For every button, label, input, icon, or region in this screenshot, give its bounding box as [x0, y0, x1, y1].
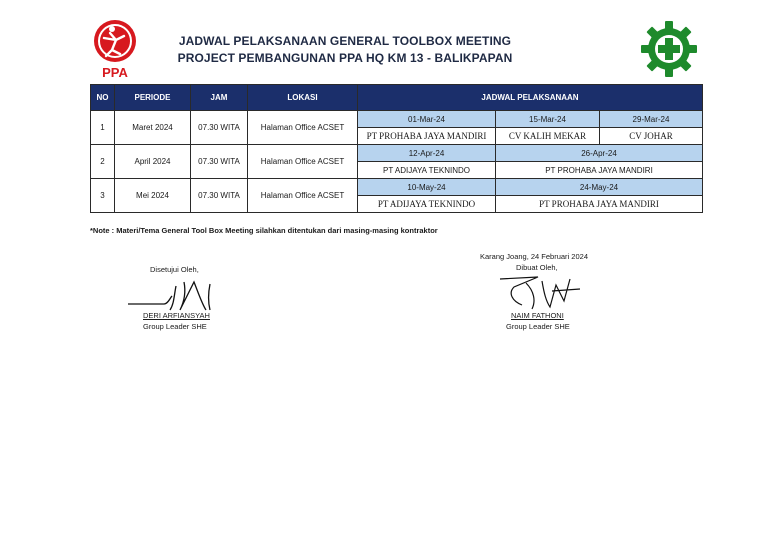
- k3-safety-logo: [640, 20, 698, 78]
- table-row: [91, 179, 703, 196]
- prepared-role: Group Leader SHE: [506, 322, 570, 331]
- contractor-name: CV KALIH MEKAR: [496, 128, 600, 145]
- document-title: JADWAL PELAKSANAAN GENERAL TOOLBOX MEETING: [178, 34, 512, 48]
- approval-role: Group Leader SHE: [143, 322, 207, 331]
- contractor-name: PT ADIJAYA TEKNINDO: [358, 196, 496, 213]
- contractor-name: CV JOHAR: [600, 128, 703, 145]
- row-no: 1: [91, 111, 115, 145]
- table-row: [91, 145, 703, 162]
- prepared-signature: [494, 271, 584, 313]
- row-no: 2: [91, 145, 115, 179]
- prepared-label: Dibuat Oleh,: [516, 263, 558, 272]
- place-date: Karang Joang, 24 Februari 2024: [480, 252, 588, 261]
- schedule-date: 12-Apr-24: [358, 145, 496, 162]
- header-periode: PERIODE: [115, 85, 191, 111]
- row-no: 3: [91, 179, 115, 213]
- contractor-name: PT ADIJAYA TEKNINDO: [358, 162, 496, 179]
- row-lokasi: Halaman Office ACSET: [248, 145, 358, 179]
- row-periode: Mei 2024: [115, 179, 191, 213]
- contractor-name: PT PROHABA JAYA MANDIRI: [496, 162, 703, 179]
- footnote: *Note : Materi/Tema General Tool Box Meeting silahkan ditentukan dari masing-masing kontraktor: [90, 226, 438, 235]
- row-jam: 07.30 WITA: [191, 111, 248, 145]
- table-row: [91, 111, 703, 128]
- row-lokasi: Halaman Office ACSET: [248, 111, 358, 145]
- prepared-name: NAIM FATHONI: [511, 311, 564, 320]
- ppa-logo-text: PPA: [102, 65, 128, 80]
- schedule-date: 01-Mar-24: [358, 111, 496, 128]
- row-jam: 07.30 WITA: [191, 145, 248, 179]
- schedule-date: 10-May-24: [358, 179, 496, 196]
- header-jadwal: JADWAL PELAKSANAAN: [358, 85, 703, 111]
- schedule-date: 26-Apr-24: [496, 145, 703, 162]
- document-subtitle: PROJECT PEMBANGUNAN PPA HQ KM 13 - BALIKPAPAN: [177, 51, 513, 65]
- contractor-name: PT PROHABA JAYA MANDIRI: [358, 128, 496, 145]
- approval-label: Disetujui Oleh,: [150, 265, 199, 274]
- schedule-date: 24-May-24: [496, 179, 703, 196]
- approval-name: DERI ARFIANSYAH: [143, 311, 210, 320]
- ppa-logo: [90, 18, 140, 80]
- schedule-date: 15-Mar-24: [496, 111, 600, 128]
- row-periode: Maret 2024: [115, 111, 191, 145]
- header-jam: JAM: [191, 85, 248, 111]
- schedule-table: [90, 84, 703, 213]
- header-lokasi: LOKASI: [248, 85, 358, 111]
- contractor-name: PT PROHABA JAYA MANDIRI: [496, 196, 703, 213]
- row-lokasi: Halaman Office ACSET: [248, 179, 358, 213]
- schedule-date: 29-Mar-24: [600, 111, 703, 128]
- header-no: NO: [91, 85, 115, 111]
- row-periode: April 2024: [115, 145, 191, 179]
- table-header-row: [91, 85, 703, 111]
- approval-signature: [124, 276, 224, 316]
- row-jam: 07.30 WITA: [191, 179, 248, 213]
